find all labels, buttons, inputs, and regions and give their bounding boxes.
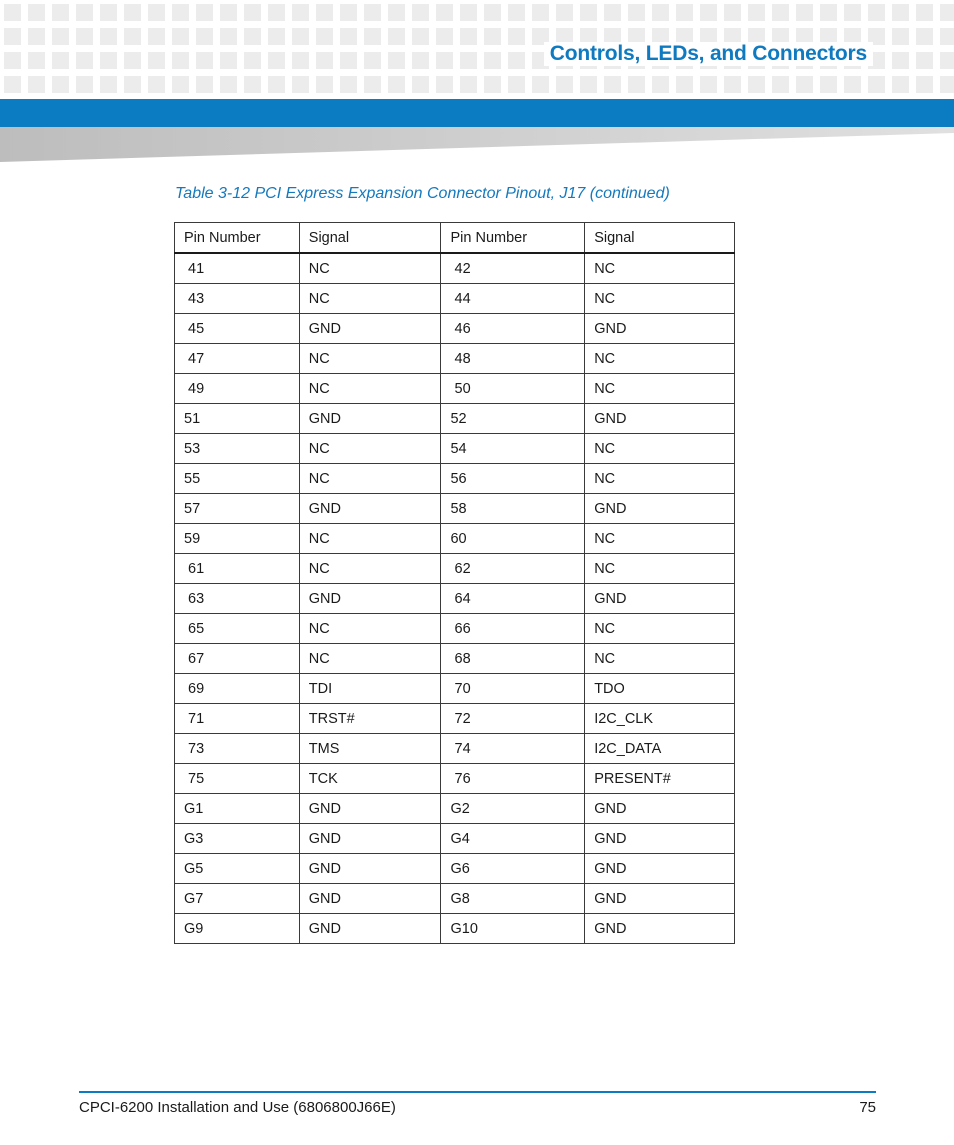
signal-cell: NC <box>585 644 735 674</box>
signal-cell: TRST# <box>299 704 441 734</box>
pattern-square <box>340 28 357 45</box>
pattern-square <box>892 52 909 69</box>
signal-cell: GND <box>585 824 735 854</box>
table-row <box>175 494 735 524</box>
pattern-square <box>364 52 381 69</box>
pattern-square <box>700 76 717 93</box>
pin-number-cell: 65 <box>175 614 300 644</box>
pin-number-cell: 60 <box>441 524 585 554</box>
signal-cell: NC <box>299 374 441 404</box>
pattern-square <box>916 28 933 45</box>
table-row <box>175 284 735 314</box>
pattern-square <box>220 28 237 45</box>
table-row <box>175 674 735 704</box>
pattern-square <box>484 52 501 69</box>
pattern-square <box>52 28 69 45</box>
column-header: Pin Number <box>175 223 300 254</box>
pattern-square <box>292 76 309 93</box>
signal-cell: NC <box>585 464 735 494</box>
pattern-square <box>796 76 813 93</box>
pin-number-cell: 64 <box>441 584 585 614</box>
pattern-square <box>652 4 669 21</box>
pin-number-cell: 45 <box>175 314 300 344</box>
table-row <box>175 614 735 644</box>
pattern-square <box>76 52 93 69</box>
pattern-square <box>268 76 285 93</box>
pattern-square <box>292 52 309 69</box>
pattern-square <box>100 52 117 69</box>
header-swoosh <box>0 127 954 163</box>
table-row <box>175 253 735 284</box>
pattern-square <box>580 4 597 21</box>
header-blue-bar <box>0 99 954 127</box>
pattern-square <box>244 4 261 21</box>
pattern-square <box>412 76 429 93</box>
signal-cell: TDO <box>585 674 735 704</box>
pin-number-cell: 67 <box>175 644 300 674</box>
table-row <box>175 914 735 944</box>
pattern-square <box>340 76 357 93</box>
signal-cell: NC <box>585 284 735 314</box>
pattern-square <box>244 28 261 45</box>
table-row <box>175 704 735 734</box>
pattern-square <box>436 76 453 93</box>
pattern-square <box>436 28 453 45</box>
pattern-square <box>820 76 837 93</box>
pattern-square <box>484 76 501 93</box>
pattern-square <box>4 28 21 45</box>
pattern-square <box>124 76 141 93</box>
pattern-square <box>148 28 165 45</box>
pin-number-cell: 66 <box>441 614 585 644</box>
signal-cell: NC <box>299 614 441 644</box>
pattern-square <box>412 4 429 21</box>
pattern-square <box>340 4 357 21</box>
pattern-square <box>172 4 189 21</box>
signal-cell: NC <box>299 344 441 374</box>
pattern-square <box>940 4 954 21</box>
column-header: Signal <box>585 223 735 254</box>
signal-cell: GND <box>299 884 441 914</box>
pattern-square <box>604 76 621 93</box>
signal-cell: NC <box>299 644 441 674</box>
pin-number-cell: 50 <box>441 374 585 404</box>
signal-cell: NC <box>585 253 735 284</box>
pattern-square <box>772 76 789 93</box>
footer-rule <box>79 1091 876 1093</box>
signal-cell: NC <box>585 344 735 374</box>
pattern-square <box>676 4 693 21</box>
table-row <box>175 644 735 674</box>
pattern-square <box>28 52 45 69</box>
pin-number-cell: 46 <box>441 314 585 344</box>
signal-cell: TCK <box>299 764 441 794</box>
pattern-square <box>124 4 141 21</box>
pin-number-cell: 59 <box>175 524 300 554</box>
pattern-square <box>340 52 357 69</box>
signal-cell: NC <box>299 524 441 554</box>
pattern-square <box>196 76 213 93</box>
pin-number-cell: G2 <box>441 794 585 824</box>
column-header: Pin Number <box>441 223 585 254</box>
pattern-square <box>52 52 69 69</box>
pattern-square <box>460 52 477 69</box>
pattern-square <box>196 52 213 69</box>
pattern-square <box>724 76 741 93</box>
table-row <box>175 314 735 344</box>
pin-number-cell: 69 <box>175 674 300 704</box>
page-number: 75 <box>859 1099 876 1116</box>
pattern-square <box>220 76 237 93</box>
signal-cell: GND <box>585 584 735 614</box>
pattern-square <box>148 4 165 21</box>
pattern-square <box>316 4 333 21</box>
signal-cell: GND <box>299 314 441 344</box>
pattern-square <box>436 4 453 21</box>
signal-cell: NC <box>299 554 441 584</box>
signal-cell: NC <box>299 253 441 284</box>
pattern-square <box>28 28 45 45</box>
pin-number-cell: 49 <box>175 374 300 404</box>
pattern-square <box>244 76 261 93</box>
pattern-square <box>268 4 285 21</box>
signal-cell: GND <box>585 914 735 944</box>
pattern-square <box>508 4 525 21</box>
signal-cell: GND <box>585 884 735 914</box>
pin-number-cell: 56 <box>441 464 585 494</box>
pattern-square <box>148 76 165 93</box>
pattern-square <box>28 76 45 93</box>
pattern-square <box>844 4 861 21</box>
pattern-square <box>628 4 645 21</box>
table-row <box>175 584 735 614</box>
signal-cell: NC <box>299 434 441 464</box>
pattern-square <box>292 28 309 45</box>
signal-cell: GND <box>299 404 441 434</box>
pattern-square <box>844 76 861 93</box>
signal-cell: NC <box>585 434 735 464</box>
pattern-square <box>868 76 885 93</box>
pattern-square <box>652 76 669 93</box>
pin-number-cell: 47 <box>175 344 300 374</box>
signal-cell: NC <box>299 284 441 314</box>
table-row <box>175 464 735 494</box>
pattern-square <box>100 76 117 93</box>
pattern-square <box>556 76 573 93</box>
pattern-square <box>700 4 717 21</box>
table-row <box>175 794 735 824</box>
signal-cell: GND <box>299 494 441 524</box>
pattern-square <box>268 28 285 45</box>
pattern-square <box>796 4 813 21</box>
table-row <box>175 734 735 764</box>
pattern-square <box>532 4 549 21</box>
signal-cell: NC <box>299 464 441 494</box>
signal-cell: I2C_CLK <box>585 704 735 734</box>
pattern-square <box>484 28 501 45</box>
pattern-square <box>676 76 693 93</box>
pattern-square <box>76 4 93 21</box>
pin-number-cell: 76 <box>441 764 585 794</box>
pin-number-cell: 43 <box>175 284 300 314</box>
pin-number-cell: 68 <box>441 644 585 674</box>
pattern-square <box>76 76 93 93</box>
pattern-square <box>172 28 189 45</box>
pattern-square <box>868 4 885 21</box>
pattern-square <box>124 28 141 45</box>
pattern-square <box>148 52 165 69</box>
pattern-square <box>76 28 93 45</box>
pattern-square <box>124 52 141 69</box>
signal-cell: GND <box>585 794 735 824</box>
pattern-square <box>220 52 237 69</box>
table-row <box>175 854 735 884</box>
pattern-square <box>172 76 189 93</box>
pattern-square <box>748 76 765 93</box>
pattern-square <box>196 28 213 45</box>
pattern-square <box>388 4 405 21</box>
pin-number-cell: 72 <box>441 704 585 734</box>
signal-cell: I2C_DATA <box>585 734 735 764</box>
pin-number-cell: 62 <box>441 554 585 584</box>
signal-cell: TDI <box>299 674 441 704</box>
table-row <box>175 434 735 464</box>
pattern-square <box>508 52 525 69</box>
pin-number-cell: 55 <box>175 464 300 494</box>
signal-cell: GND <box>585 404 735 434</box>
pin-number-cell: G8 <box>441 884 585 914</box>
pin-number-cell: 70 <box>441 674 585 704</box>
pin-number-cell: 71 <box>175 704 300 734</box>
pattern-square <box>388 52 405 69</box>
table-row <box>175 884 735 914</box>
pattern-square <box>100 28 117 45</box>
signal-cell: GND <box>299 794 441 824</box>
pin-number-cell: 48 <box>441 344 585 374</box>
pattern-square <box>316 52 333 69</box>
pattern-square <box>364 76 381 93</box>
pin-number-cell: 75 <box>175 764 300 794</box>
table-row <box>175 764 735 794</box>
pattern-square <box>388 28 405 45</box>
pattern-square <box>748 4 765 21</box>
pin-number-cell: 41 <box>175 253 300 284</box>
signal-cell: GND <box>585 494 735 524</box>
signal-cell: GND <box>585 314 735 344</box>
signal-cell: NC <box>585 374 735 404</box>
pattern-square <box>4 52 21 69</box>
table-row <box>175 404 735 434</box>
table-row <box>175 344 735 374</box>
pattern-square <box>52 4 69 21</box>
signal-cell: PRESENT# <box>585 764 735 794</box>
table-row <box>175 554 735 584</box>
pin-number-cell: G10 <box>441 914 585 944</box>
signal-cell: NC <box>585 524 735 554</box>
pin-number-cell: 51 <box>175 404 300 434</box>
pattern-square <box>412 52 429 69</box>
pin-number-cell: 63 <box>175 584 300 614</box>
pattern-square <box>268 52 285 69</box>
pattern-square <box>316 28 333 45</box>
pin-number-cell: 54 <box>441 434 585 464</box>
pattern-square <box>364 4 381 21</box>
pattern-square <box>580 76 597 93</box>
pattern-square <box>4 76 21 93</box>
pattern-square <box>556 4 573 21</box>
pin-number-cell: G7 <box>175 884 300 914</box>
pattern-square <box>916 4 933 21</box>
pattern-square <box>52 76 69 93</box>
pin-number-cell: G5 <box>175 854 300 884</box>
pin-number-cell: 57 <box>175 494 300 524</box>
signal-cell: GND <box>299 854 441 884</box>
pattern-square <box>172 52 189 69</box>
pattern-square <box>460 4 477 21</box>
pin-number-cell: 61 <box>175 554 300 584</box>
pin-number-cell: G6 <box>441 854 585 884</box>
pattern-square <box>220 4 237 21</box>
pattern-square <box>364 28 381 45</box>
table-row <box>175 524 735 554</box>
signal-cell: GND <box>299 824 441 854</box>
pattern-square <box>460 76 477 93</box>
pattern-square <box>892 28 909 45</box>
signal-cell: GND <box>299 914 441 944</box>
pattern-square <box>412 28 429 45</box>
pin-number-cell: 73 <box>175 734 300 764</box>
pattern-square <box>508 76 525 93</box>
signal-cell: NC <box>585 554 735 584</box>
pattern-square <box>916 76 933 93</box>
pattern-square <box>940 52 954 69</box>
table-caption: Table 3-12 PCI Express Expansion Connector Pinout, J17 (continued) <box>175 185 670 202</box>
table-row <box>175 824 735 854</box>
pattern-square <box>28 4 45 21</box>
pin-number-cell: G4 <box>441 824 585 854</box>
pattern-square <box>4 4 21 21</box>
pattern-square <box>436 52 453 69</box>
pin-number-cell: 74 <box>441 734 585 764</box>
signal-cell: GND <box>585 854 735 884</box>
pattern-square <box>508 28 525 45</box>
pattern-square <box>532 76 549 93</box>
pattern-square <box>460 28 477 45</box>
signal-cell: NC <box>585 614 735 644</box>
pin-number-cell: G9 <box>175 914 300 944</box>
section-title: Controls, LEDs, and Connectors <box>544 42 873 66</box>
pattern-square <box>244 52 261 69</box>
pattern-square <box>628 76 645 93</box>
pattern-square <box>940 76 954 93</box>
table-header-row <box>175 223 735 254</box>
footer-document-title: CPCI-6200 Installation and Use (6806800J66E) <box>79 1099 396 1116</box>
pattern-square <box>892 4 909 21</box>
pattern-square <box>484 4 501 21</box>
pattern-square <box>388 76 405 93</box>
pattern-square <box>940 28 954 45</box>
pattern-square <box>724 4 741 21</box>
table-row <box>175 374 735 404</box>
pin-number-cell: 58 <box>441 494 585 524</box>
pin-number-cell: 52 <box>441 404 585 434</box>
pattern-square <box>772 4 789 21</box>
pattern-square <box>292 4 309 21</box>
signal-cell: GND <box>299 584 441 614</box>
pattern-square <box>100 4 117 21</box>
pin-number-cell: 44 <box>441 284 585 314</box>
pattern-square <box>604 4 621 21</box>
pin-number-cell: G3 <box>175 824 300 854</box>
pattern-square <box>916 52 933 69</box>
signal-cell: TMS <box>299 734 441 764</box>
pattern-square <box>196 4 213 21</box>
pin-number-cell: 42 <box>441 253 585 284</box>
pin-number-cell: 53 <box>175 434 300 464</box>
pin-number-cell: G1 <box>175 794 300 824</box>
pinout-table <box>174 222 735 944</box>
pattern-square <box>820 4 837 21</box>
pattern-square <box>892 76 909 93</box>
column-header: Signal <box>299 223 441 254</box>
pattern-square <box>316 76 333 93</box>
